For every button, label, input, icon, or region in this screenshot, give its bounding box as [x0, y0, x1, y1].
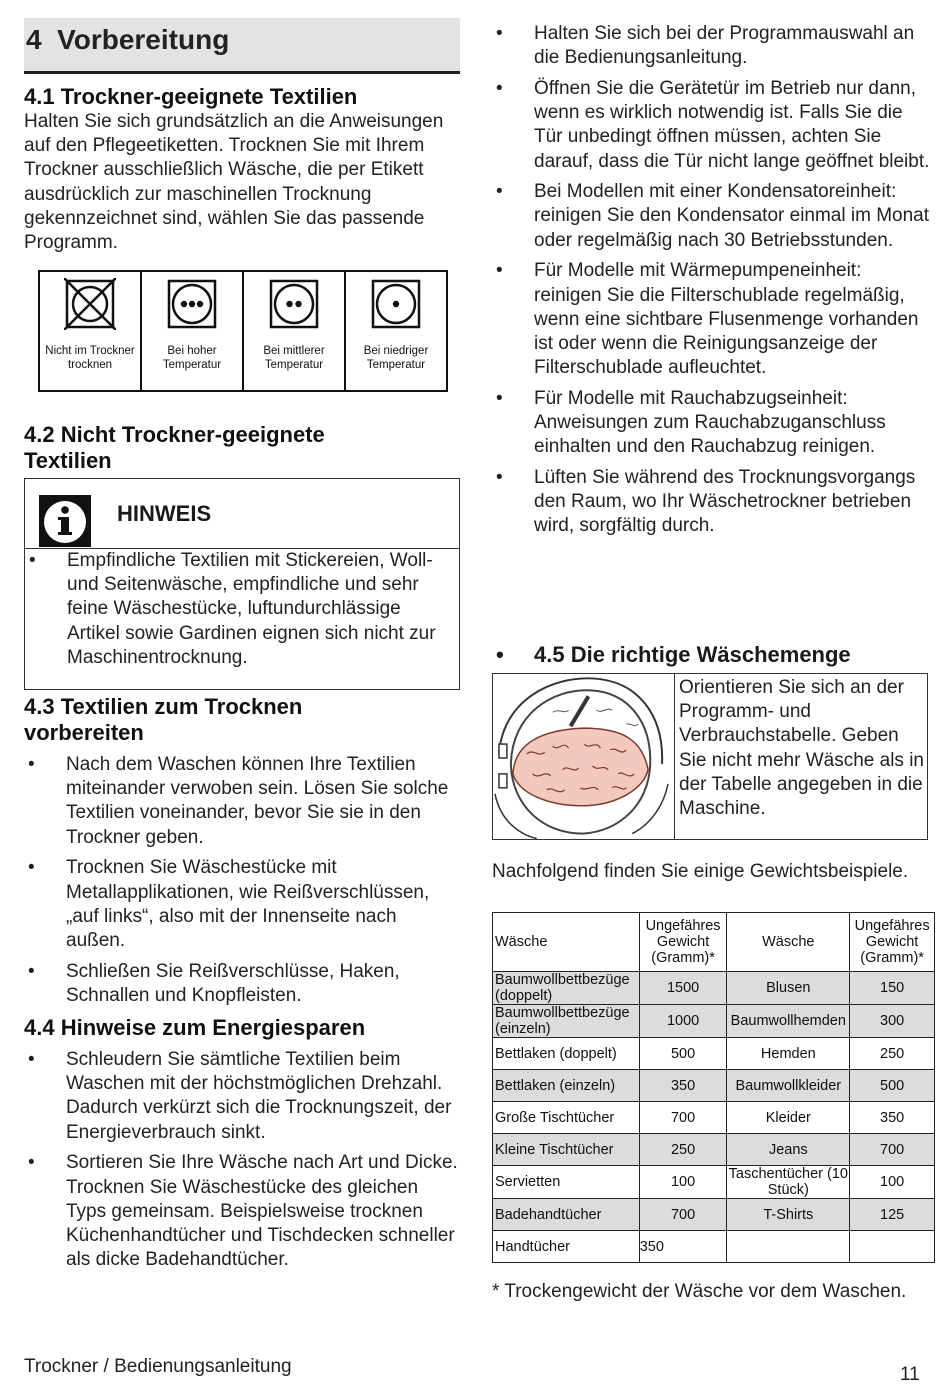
table-cell: Taschentücher (10 Stück) [728, 1166, 848, 1198]
weight-intro: Nachfolgend finden Sie einige Gewichtsbeispiele. [492, 861, 909, 882]
table-row [493, 1005, 935, 1038]
table-cell: Kleider [727, 1102, 850, 1134]
column-header: Ungefähres Gewicht (Gramm)* [639, 913, 727, 972]
care-cell-no-dry [40, 272, 142, 390]
list-item: • Bei Modellen mit einer Kondensatoreinheit: reinigen Sie den Kondensator einmal im Monat oder regelmäßig nach 30 Betriebsstunden. [492, 180, 932, 253]
table-cell: 500 [850, 1070, 935, 1102]
table-cell: Blusen [727, 972, 850, 1005]
table-cell: 100 [639, 1166, 727, 1199]
table-cell: 125 [850, 1199, 935, 1231]
list-item: • Öffnen Sie die Gerätetür im Betrieb nur dann, wenn es wirklich notwendig ist. Falls Sie die Tür unbedingt öffnen müssen, achten Sie darauf, dass die Tür nicht lange geöffnet bleibt. [492, 77, 932, 174]
table-cell: 350 [850, 1102, 935, 1134]
load-amount-box [492, 673, 928, 840]
table-cell: T-Shirts [727, 1199, 850, 1231]
table-row [493, 1134, 935, 1166]
table-cell: Baumwollbettbezüge (doppelt) [493, 972, 640, 1005]
care-cell-high [142, 272, 244, 390]
table-cell [727, 1231, 850, 1263]
table-cell: 350 [639, 1231, 727, 1263]
dryer-drum-illustration [493, 674, 675, 839]
page-number: 11 [900, 1364, 920, 1385]
bullet-list-4-3 [24, 753, 460, 1015]
table-cell: 1500 [639, 972, 727, 1005]
table-cell: 700 [639, 1102, 727, 1134]
care-cell-medium [244, 272, 346, 390]
section-heading-4-4: 4.4 Hinweise zum Energiesparen [24, 1015, 366, 1040]
table-cell: Baumwollhemden [727, 1005, 850, 1038]
table-row [493, 1070, 935, 1102]
table-row [493, 1166, 935, 1199]
chapter-header [24, 18, 460, 74]
table-cell: Bettlaken (einzeln) [493, 1070, 640, 1102]
section-heading-4-3: 4.3 Textilien zum Trocknen vorbereiten [24, 694, 303, 745]
column-header: Ungefähres Gewicht (Gramm)* [850, 913, 935, 972]
table-cell: Hemden [727, 1038, 850, 1070]
table-row [493, 1199, 935, 1231]
bullet-list-energy-continued [492, 22, 932, 545]
do-not-tumble-dry-icon [64, 278, 116, 330]
table-cell: 250 [639, 1134, 727, 1166]
list-item: • Lüften Sie während des Trocknungsvorgangs den Raum, wo Ihr Wäschetrockner betrieben wird, sorgfältig durch. [492, 466, 932, 539]
care-label: Bei hoher Temperatur [162, 345, 222, 371]
care-label: Nicht im Trockner trocknen [45, 345, 135, 371]
care-cell-low [346, 272, 446, 390]
care-label: Bei mittlerer Temperatur [263, 345, 325, 371]
table-row [493, 972, 935, 1005]
care-label: Bei niedriger Temperatur [363, 345, 429, 371]
section-text-4-1: Halten Sie sich grundsätzlich an die Anweisungen auf den Pflegeetiketten. Trocknen Sie mit Ihrem Trockner ausschließlich Wäsche, die per Etikett ausdrücklich zur maschinellen Trocknung gekennzeichnet sind, wählen Sie das passende Programm. [24, 111, 444, 254]
bullet-list-4-4 [24, 1048, 460, 1279]
section-heading-4-5: • 4.5 Die richtige Wäschemenge [492, 642, 851, 668]
section-heading-4-2: 4.2 Nicht Trockner-geeignete Textilien [24, 422, 325, 473]
table-cell: 150 [850, 972, 935, 1005]
table-cell: Kleine Tischtücher [493, 1134, 640, 1166]
table-cell: 350 [639, 1070, 727, 1102]
chapter-number: 4 [26, 24, 42, 55]
table-cell: 500 [639, 1038, 727, 1070]
list-item: • Schleudern Sie sämtliche Textilien beim Waschen mit der höchstmöglichen Drehzahl. Dadurch verkürzt sich die Trocknungszeit, der Energieverbrauch sinkt. [24, 1048, 460, 1145]
table-cell: Jeans [727, 1134, 850, 1166]
table-row [493, 1038, 935, 1070]
list-item: • Halten Sie sich bei der Programmauswahl an die Bedienungsanleitung. [492, 22, 932, 70]
weight-table [492, 912, 935, 1263]
table-cell: Servietten [493, 1166, 640, 1199]
chapter-title [26, 24, 229, 56]
load-amount-text: Orientieren Sie sich an der Programm- und Verbrauchstabelle. Geben Sie nicht mehr Wäsche als in der Tabelle angegeben in die Maschine. [679, 677, 924, 820]
chapter-title-text: Vorbereitung [57, 24, 230, 55]
column-header: Wäsche [493, 913, 640, 972]
table-cell: Badehandtücher [493, 1199, 640, 1231]
table-cell: Baumwollbettbezüge (einzeln) [493, 1005, 640, 1038]
list-item: • Nach dem Waschen können Ihre Textilien miteinander verwoben sein. Lösen Sie solche Textilien voneinander, bevor Sie sie in den Trockner geben. [24, 753, 460, 850]
table-cell: 300 [850, 1005, 935, 1038]
table-cell: Große Tischtücher [493, 1102, 640, 1134]
table-row [493, 1102, 935, 1134]
table-cell: 250 [850, 1038, 935, 1070]
table-footnote: * Trockengewicht der Wäsche vor dem Waschen. [492, 1281, 907, 1302]
table-cell: Bettlaken (doppelt) [493, 1038, 640, 1070]
notice-header [25, 479, 459, 549]
tumble-dry-medium-icon [268, 278, 320, 330]
table-cell: 700 [850, 1134, 935, 1166]
notice-box [24, 478, 460, 690]
table-cell [850, 1231, 935, 1263]
notice-title: HINWEIS [117, 501, 212, 526]
info-icon [39, 495, 91, 547]
table-cell: Baumwollkleider [727, 1070, 850, 1102]
column-header: Wäsche [727, 913, 850, 972]
tumble-dry-low-icon [370, 278, 422, 330]
list-item: • Für Modelle mit Rauchabzugseinheit: Anweisungen zum Rauchabzuganschluss einhalten und den Rauchabzug reinigen. [492, 387, 932, 460]
section-heading-4-1: 4.1 Trockner-geeignete Textilien [24, 84, 358, 109]
list-item: • Schließen Sie Reißverschlüsse, Haken, Schnallen und Knopfleisten. [24, 960, 460, 1008]
table-cell: 700 [639, 1199, 727, 1231]
table-cell: Handtücher [493, 1231, 640, 1263]
list-item: • Trocknen Sie Wäschestücke mit Metallapplikationen, wie Reißverschlüssen, „auf links“, also mit der Innenseite nach außen. [24, 856, 460, 953]
table-row [493, 1231, 935, 1263]
table-cell: 100 [850, 1166, 935, 1199]
notice-text: • Empfindliche Textilien mit Stickereien, Woll- und Seitenwäsche, empfindliche und sehr feine Wäschestücke, luftundurchlässige Artikel sowie Gardinen eignen sich nicht zur Maschinentrocknung. [25, 549, 455, 670]
tumble-dry-high-icon [166, 278, 218, 330]
table-header-row [493, 913, 935, 972]
care-symbol-table [38, 270, 448, 392]
list-item: • Für Modelle mit Wärmepumpeneinheit: reinigen Sie die Filterschublade regelmäßig, wenn eine sichtbare Flusenmenge vorhanden ist oder wenn die Reinigungsanzeige der Filterschublade aufleuchtet. [492, 259, 932, 380]
footer-title: Trockner / Bedienungsanleitung [24, 1356, 292, 1377]
list-item: • Sortieren Sie Ihre Wäsche nach Art und Dicke. Trocknen Sie Wäschestücke des gleichen Typs gemeinsam. Beispielsweise trocknen Küchenhandtücher und Tischdecken schneller als dicke Badehandtücher. [24, 1151, 460, 1272]
table-cell: 1000 [639, 1005, 727, 1038]
